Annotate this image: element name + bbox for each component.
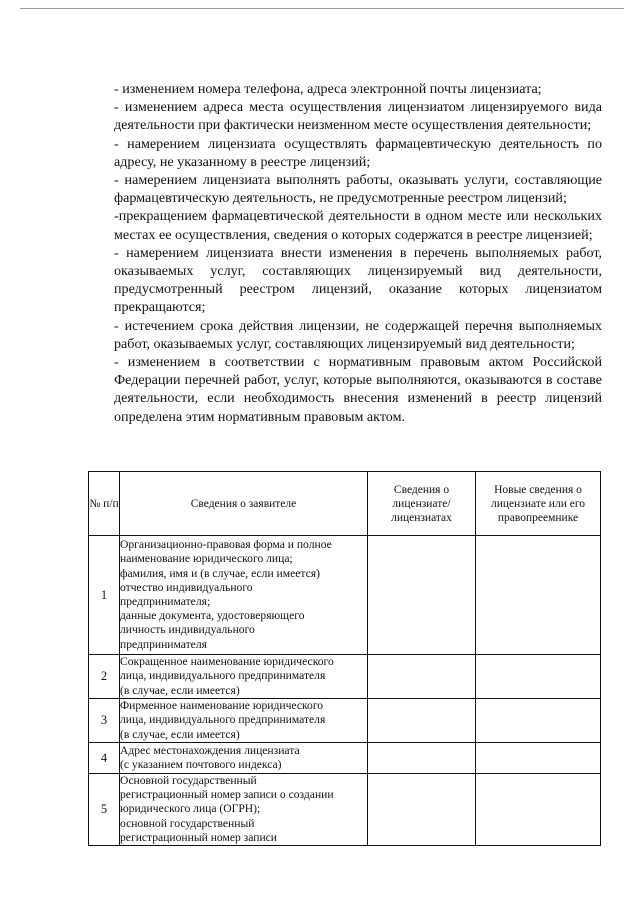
row-text-line: лица, индивидуального предпринимателя xyxy=(120,669,326,683)
row-description xyxy=(120,699,368,743)
row-text-line: наименование юридического лица; xyxy=(120,552,293,566)
table-header-row xyxy=(89,472,601,536)
paragraph: - изменением адреса места осуществления лицензиатом лицензируемого вида деятельности при фактически неизменном месте осуществления деятельности; xyxy=(114,99,602,134)
row-number: 2 xyxy=(89,655,120,699)
row-description xyxy=(120,774,368,846)
table-row xyxy=(89,655,601,699)
table-row xyxy=(89,743,601,774)
licensee-cell xyxy=(368,655,476,699)
header-new-info: Новые сведения о лицензиате или его правопреемнике xyxy=(476,472,601,536)
row-number: 5 xyxy=(89,774,120,846)
row-text-line: лица, индивидуального предпринимателя xyxy=(120,713,326,727)
row-text-line: данные документа, удостоверяющего xyxy=(120,609,305,623)
paragraph: - изменением в соответствии с нормативным правовым актом Российской Федерации перечней работ, услуг, которые выполняются, оказываются в составе деятельности, если необходимость внесения изменений в реестр лицензий определена этим нормативным правовым актом. xyxy=(114,354,602,425)
header-applicant: Сведения о заявителе xyxy=(120,472,368,536)
row-text-line: Организационно-правовая форма и полное xyxy=(120,538,332,552)
paragraph: - истечением срока действия лицензии, не содержащей перечня выполняемых работ, оказываемых услуг, составляющих лицензируемый вид деятельности; xyxy=(114,317,602,352)
row-description xyxy=(120,655,368,699)
new-info-cell xyxy=(476,774,601,846)
applicant-info-table xyxy=(88,471,601,846)
row-description xyxy=(120,536,368,655)
new-info-cell xyxy=(476,699,601,743)
paragraph: -прекращением фармацевтической деятельности в одном месте или нескольких местах ее осуществления, сведения о которых содержатся в реестре лицензией; xyxy=(114,208,602,243)
row-number: 1 xyxy=(89,536,120,655)
row-number: 3 xyxy=(89,699,120,743)
row-number: 4 xyxy=(89,743,120,774)
paragraph: - изменением номера телефона, адреса электронной почты лицензиата; xyxy=(114,81,542,97)
paragraph: - намерением лицензиата выполнять работы, оказывать услуги, составляющие фармацевтическую деятельность, не предусмотренные реестром лицензий; xyxy=(114,172,602,207)
row-text-line: предпринимателя xyxy=(120,637,207,651)
row-text-line: (в случае, если имеется) xyxy=(120,727,240,741)
licensee-cell xyxy=(368,536,476,655)
row-text-line: (с указанием почтового индекса) xyxy=(120,758,282,771)
row-text-line: предпринимателя; xyxy=(120,595,211,608)
body-text xyxy=(114,80,602,426)
row-text-line: юридического лица (ОГРН); xyxy=(120,802,261,816)
row-text-line: Адрес местонахождения лицензиата xyxy=(120,743,300,757)
new-info-cell xyxy=(476,536,601,655)
row-text-line: Фирменное наименование юридического xyxy=(120,699,324,713)
row-text-line: основной государственный xyxy=(120,816,255,830)
licensee-cell xyxy=(368,699,476,743)
row-text-line: отчество индивидуального xyxy=(120,580,253,594)
paragraph: - намерением лицензиата внести изменения в перечень выполняемых работ, оказываемых услуг, составляющих лицензируемый вид деятельности, предусмотренный реестром лицензий, оказание которых лицензиатом прекращаются; xyxy=(114,244,602,316)
top-scan-line xyxy=(20,8,624,9)
row-text-line: (в случае, если имеется) xyxy=(120,683,240,697)
header-num: № п/п xyxy=(89,472,120,536)
table-row xyxy=(89,699,601,743)
row-description xyxy=(120,743,368,774)
row-text-line: личность индивидуального xyxy=(120,623,255,637)
licensee-cell xyxy=(368,743,476,774)
new-info-cell xyxy=(476,743,601,774)
paragraph: - намерением лицензиата осуществлять фармацевтическую деятельность по адресу, не указанному в реестре лицензий; xyxy=(114,135,602,170)
row-text-line: Сокращенное наименование юридического xyxy=(120,655,334,669)
licensee-cell xyxy=(368,774,476,846)
header-licensee: Сведения о лицензиате/ лицензиатах xyxy=(368,472,476,536)
row-text-line: регистрационный номер записи о создании xyxy=(120,788,334,802)
new-info-cell xyxy=(476,655,601,699)
table-row xyxy=(89,536,601,655)
table-row xyxy=(89,774,601,846)
row-text-line: фамилия, имя и (в случае, если имеется) xyxy=(120,566,320,580)
row-text-line: Основной государственный xyxy=(120,774,257,787)
row-text-line: регистрационный номер записи xyxy=(120,830,277,844)
